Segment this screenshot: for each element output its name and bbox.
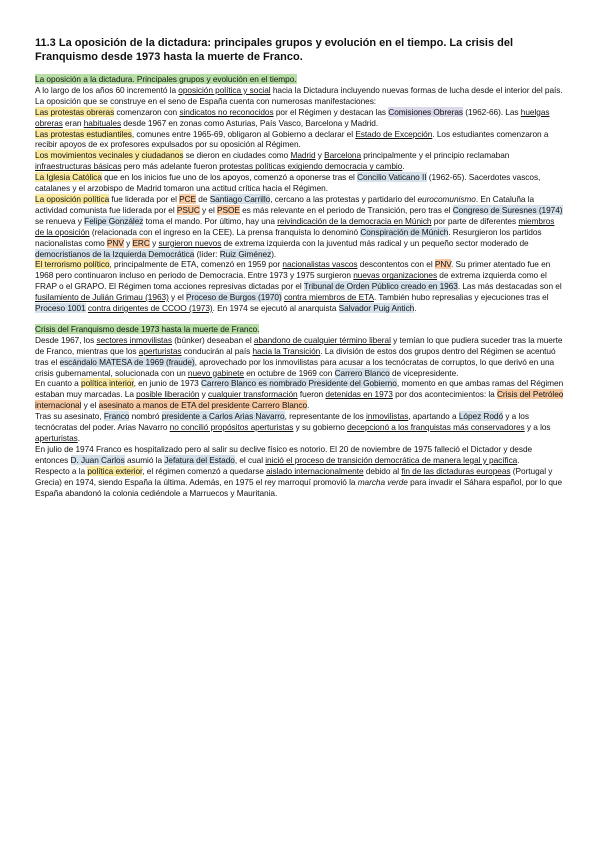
highlighted-term: Proceso 1001 [35, 303, 86, 314]
text-run: pero más adelante fueron [121, 161, 220, 172]
text-run: ). [271, 248, 277, 259]
paragraph [35, 378, 565, 411]
text-run: , apartando a [408, 411, 459, 422]
highlighted-term: Tribunal de Orden Público creado en 1963 [303, 281, 458, 292]
text-run: . Resurgieron los partidos nacionalistas como [35, 226, 542, 248]
highlighted-term: escándalo MATESA de 1969 (fraude) [59, 356, 195, 367]
paragraph [35, 107, 565, 129]
text-run: en octubre de 1969 con [243, 367, 335, 378]
highlighted-term: La Iglesia Católica [35, 172, 102, 183]
text-run: Tras su asesinato, [35, 411, 104, 422]
paragraph [35, 85, 565, 107]
highlighted-term: Crisis del Petróleo internacional [35, 389, 564, 411]
text-run: . [414, 303, 417, 314]
underlined-term: cualquier transformación [207, 389, 298, 400]
text-run: de [196, 193, 210, 204]
section-heading: La oposición a la dictadura. Principales grupos y evolución en el tiempo. [35, 74, 297, 84]
underlined-term: sindicatos no reconocidos [179, 106, 274, 117]
text-run: . [402, 161, 405, 172]
text-run: y el [81, 400, 99, 411]
text-run: conducirán al país [181, 345, 253, 356]
text-run: de extrema izquierda con la juventud más radical y un pequeño sector moderado de [221, 237, 529, 248]
text-run: y [123, 237, 133, 248]
highlighted-term: Santiago Carrillo [209, 193, 271, 204]
highlighted-term: Los movimientos vecinales y ciudadanos [35, 150, 184, 161]
text-run: se dieron en ciudades como [183, 150, 291, 161]
text-run: eran [62, 117, 84, 128]
text-run: . [307, 400, 310, 411]
text-run: nombró [129, 411, 162, 422]
text-run: y [199, 389, 208, 400]
text-run: y a los [524, 422, 551, 433]
text-run: (1962-65). Sacerdotes vascos, catalanes y el arzobispo de Madrid tomaron una actitud crítica hacia el Régimen. [35, 172, 541, 194]
text-run: (búnker) deseaban el [171, 334, 254, 345]
highlighted-term: Franco [103, 411, 130, 422]
underlined-term: oposición política y social [178, 84, 271, 95]
paragraph [35, 172, 565, 194]
highlighted-term: Jefatura del Estado [164, 454, 235, 465]
text-run: Respecto a la [35, 465, 88, 476]
highlighted-term: PSOE [217, 204, 240, 215]
text-run: principalmente y el principio reclamaban [361, 150, 510, 161]
underlined-term: nuevas organizaciones [353, 270, 438, 281]
text-run: . Las más destacadas son el [457, 281, 562, 292]
underlined-term: fin de las dictaduras europeas [401, 465, 511, 476]
text-run: A lo largo de los años 60 incrementó la [35, 84, 179, 95]
text-run: (1962-66). Las [463, 106, 521, 117]
highlighted-term: PCE [179, 193, 197, 204]
text-run: , el régimen comenzó a quedarse [142, 465, 267, 476]
highlighted-term: PSUC [176, 204, 200, 215]
text-run: , principalmente de ETA, comenzó en 1959 por [109, 259, 283, 270]
paragraph [35, 411, 565, 444]
text-run: fueron [297, 389, 326, 400]
text-run: , aprovechado por los inmovilistas para acusar a los tecnócratas de corruptos, lo que derivó en una crisis gubernamental, solucionada con un [35, 356, 555, 378]
text-run: fue liderada por el [109, 193, 180, 204]
text-run: que en los inicios fue uno de los apoyos, comenzó a oponerse tras el [101, 172, 358, 183]
highlighted-term: Felipe González [84, 215, 144, 226]
section-crisis [35, 324, 565, 499]
text-run: para invadir el Sáhara español, por lo que España abandonó la colonia cediéndole a Marruecos y Mauritania. [35, 476, 563, 498]
text-run: , momento en que ambas ramas del Régimen estaban muy marcadas. La [35, 378, 564, 400]
text-run: Desde 1967, los [35, 334, 97, 345]
text-run: , en junio de 1973 [133, 378, 201, 389]
underlined-term: miembros de la oposición [35, 215, 555, 237]
text-run: por parte de diferentes [431, 215, 519, 226]
text-run: asumió la [124, 454, 165, 465]
text-run: . En Cataluña la actividad comunista fue liderada por el [35, 193, 535, 215]
highlighted-term: La oposición política [35, 193, 110, 204]
underlined-term: detenidas en 1973 [325, 389, 393, 400]
text-run: y a los tecnócratas del poder. Arias Navarro [35, 411, 529, 433]
text-run: (líder: [194, 248, 220, 259]
underlined-term: inmovilistas [366, 411, 409, 422]
text-run: , representante de los [284, 411, 367, 422]
highlighted-term: PNV [434, 259, 452, 270]
underlined-term: nacionalistas vascos [282, 259, 358, 270]
highlighted-term: Conspiración de Múnich [360, 226, 449, 237]
text-run: comenzaron con [114, 106, 180, 117]
text-run: y [149, 237, 159, 248]
underlined-term: contra dirigentes de CCOO (1973) [87, 303, 213, 314]
text-run: . Su primer atentado fue en 1968 pero continuaron incluso en periodo de Democracia. Entre 1973 y 1975 surgieron [35, 259, 551, 281]
section-spacer [35, 314, 565, 324]
highlighted-term: asesinato a manos de ETA del presidente Carrero Blanco [98, 400, 308, 411]
underlined-term: Estado de Excepción [355, 128, 433, 139]
text-run: descontentos con el [357, 259, 435, 270]
underlined-term: decepcionó a los franquistas más conservadores [347, 422, 525, 433]
underlined-term: aperturistas [35, 433, 78, 443]
text-run: y [315, 150, 325, 161]
highlighted-term: presidente a Carlos Arias Navarro [161, 411, 285, 422]
text-run: debido al [363, 465, 402, 476]
text-run: . [517, 454, 520, 465]
underlined-term: aperturistas [138, 345, 182, 356]
text-run: por el Régimen y destacan las [273, 106, 389, 117]
highlighted-term: PNV [106, 237, 124, 248]
document-title: 11.3 La oposición de la dictadura: principales grupos y evolución en el tiempo. La crisis del Franquismo desde 1973 hasta la muerte de Franco. [35, 37, 514, 63]
text-run: y el [168, 292, 187, 303]
underlined-term: hacia la Transición [252, 345, 321, 356]
text-run: . La división de estos dos grupos dentro del Régimen se acentuó tras el [35, 345, 556, 367]
paragraph [35, 259, 565, 314]
highlighted-term: Las protestas obreras [35, 106, 115, 117]
underlined-term: huelgas obreras [35, 106, 550, 128]
highlighted-term: política interior [81, 378, 134, 389]
text-run: . En 1974 se ejecutó al anarquista [212, 303, 339, 314]
text-run: En cuanto a [35, 378, 81, 389]
highlighted-term: Carrero Blanco es nombrado Presidente del Gobierno [200, 378, 397, 389]
text-run: . Los estudiantes comenzaron a recibir apoyos de ex profesores expulsados por su oposición al Régimen. [35, 128, 549, 150]
underlined-term: sectores inmovilistas [96, 334, 172, 345]
paragraph [35, 129, 565, 151]
highlighted-term: Proceso de Burgos (1970) [186, 292, 282, 303]
underlined-term: infraestructuras básicas [35, 161, 122, 172]
highlighted-term: Comisiones Obreras [388, 106, 463, 117]
underlined-term: reivindicación de la democracia en Múnich [277, 215, 432, 226]
text-run: y el [199, 204, 217, 215]
text-run: (relacionada con el ingreso en la CEE). La prensa franquista lo denominó [89, 226, 361, 237]
highlighted-term: Las protestas estudiantiles [35, 128, 132, 139]
paragraph [35, 194, 565, 259]
highlighted-term: Ruiz Giménez [219, 248, 272, 259]
text-run: . También hubo represalias y ejecuciones tras el [374, 292, 549, 303]
highlighted-term: D. Juan Carlos [70, 454, 125, 465]
text-run: , comunes entre 1965-69, obligaron al Gobierno a declarar el [131, 128, 356, 139]
underlined-term: Barcelona [324, 150, 362, 161]
text-run: y su gobierno [293, 422, 348, 433]
highlighted-term: El terrorismo político [35, 259, 110, 270]
text-run: de vicepresidente. [389, 367, 459, 378]
paragraph [35, 466, 565, 499]
underlined-term: protestas políticas exigiendo democracia y cambio [219, 161, 403, 172]
underlined-term: contra miembros de ETA [283, 292, 374, 303]
underlined-term: abandono de cualquier término liberal [253, 334, 391, 345]
underlined-term: no concilió propósitos aperturistas [169, 422, 294, 433]
italic-term: eurocomunismo [417, 193, 476, 204]
highlighted-term: democristianos de la Izquierda Democrática [35, 248, 195, 259]
underlined-term: Madrid [290, 150, 316, 161]
underlined-term: habituales [83, 117, 122, 128]
document-page [35, 36, 565, 498]
text-run: toma el mando. Por último, hay una [143, 215, 278, 226]
underlined-term: nuevo gabinete [187, 367, 244, 378]
underlined-term: aislado internacionalmente [266, 465, 364, 476]
text-run: desde 1967 en zonas como Asturias, País Vasco, Barcelona y Madrid. [121, 117, 379, 128]
section-opposition [35, 74, 565, 314]
highlighted-term: López Rodó [458, 411, 504, 422]
text-run: En julio de 1974 Franco es hospitalizado pero al salir su declive físico es notorio. El 20 de noviembre de 1975 falleció el Dictador y desde entonces [35, 443, 533, 465]
highlighted-term: ERC [132, 237, 150, 248]
italic-term: marcha verde [357, 476, 408, 487]
underlined-term: posible liberación [136, 389, 200, 400]
paragraph [35, 335, 565, 379]
text-run: , el cual [234, 454, 266, 465]
text-run: se renueva y [35, 215, 85, 226]
paragraph [35, 444, 565, 466]
text-run: y temían lo que pudiera suceder tras la muerte de Franco, mientras que los [35, 334, 563, 356]
text-run: hacia la Dictadura incluyendo nuevas formas de lucha desde el interior del país. La oposición que se construye en el seno de España cuenta con numerosas manifestaciones: [35, 84, 563, 106]
highlighted-term: Congreso de Suresnes (1974) [452, 204, 563, 215]
section-heading: Crisis del Franquismo desde 1973 hasta la muerte de Franco. [35, 323, 260, 334]
text-run: , cercano a las protestas y partidario del [270, 193, 418, 204]
highlighted-term: política exterior [87, 465, 143, 476]
highlighted-term: Salvador Puig Antich [338, 303, 415, 314]
underlined-term: fusilamiento de Julián Grimau (1963) [35, 292, 169, 303]
text-run: de extrema izquierda como el FRAP o el GRAPO. El Régimen toma acciones represivas dictadas por el [35, 270, 547, 292]
highlighted-term: Concilio Vaticano II [357, 172, 427, 183]
text-run: (Portugal y Grecia) en 1974, siendo España la última. Además, en 1975 el rey marroquí promovió la [35, 465, 553, 487]
highlighted-term: Carrero Blanco [334, 367, 390, 378]
text-run: es más relevante en el periodo de Transición, pero tras el [239, 204, 453, 215]
text-run: por dos acontecimientos: la [392, 389, 497, 400]
underlined-term: surgieron nuevos [158, 237, 222, 248]
paragraph [35, 150, 565, 172]
text-run: . [77, 433, 81, 443]
underlined-term: inició el proceso de transición democrática de manera legal y pacífica [265, 454, 518, 465]
